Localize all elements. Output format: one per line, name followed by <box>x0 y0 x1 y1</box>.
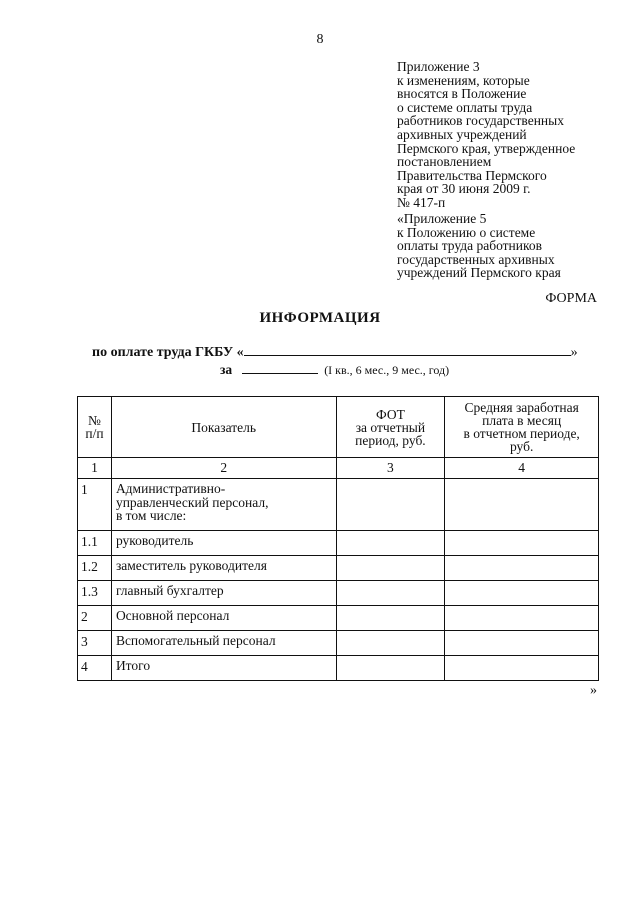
column-number: 3 <box>336 458 445 479</box>
page-number: 8 <box>316 32 324 47</box>
table-row <box>78 581 599 606</box>
table-row <box>78 631 599 656</box>
organization-suffix: » <box>570 345 578 360</box>
payroll-cell[interactable] <box>336 606 445 631</box>
average-salary-cell[interactable] <box>445 479 599 531</box>
appendix-line: № 417-п <box>397 194 446 210</box>
appendix-reference-block <box>397 212 612 280</box>
average-salary-cell[interactable] <box>445 531 599 556</box>
row-code: 3 <box>78 631 112 656</box>
row-code: 4 <box>78 656 112 681</box>
row-label: Вспомогательный персонал <box>111 631 336 656</box>
appendix-line: работников государственных <box>397 113 564 129</box>
organization-prefix: по оплате труда ГКБУ « <box>92 345 244 360</box>
average-salary-cell[interactable] <box>445 581 599 606</box>
appendix-ref-line: «Приложение 5 <box>397 211 487 226</box>
row-label: главный бухгалтер <box>111 581 336 606</box>
header-indicator: Показатель <box>111 397 336 458</box>
organization-line <box>92 343 578 361</box>
closing-quote: » <box>590 683 597 698</box>
appendix-ref-line: к Положению о системе <box>397 224 536 240</box>
row-label: заместитель руководителя <box>111 556 336 581</box>
period-field[interactable] <box>242 362 318 374</box>
appendix-line: Пермского края, утвержденное <box>397 140 576 156</box>
period-label: за <box>220 362 233 377</box>
column-number: 4 <box>445 458 599 479</box>
appendix-line: постановлением <box>397 154 492 170</box>
appendix-line: Приложение 3 <box>397 59 480 74</box>
payroll-cell[interactable] <box>336 479 445 531</box>
appendix-ref-line: оплаты труда работников <box>397 238 542 254</box>
period-hint: (I кв., 6 мес., 9 мес., год) <box>324 363 450 377</box>
row-label: Основной персонал <box>111 606 336 631</box>
appendix-block <box>397 60 612 210</box>
average-salary-cell[interactable] <box>445 631 599 656</box>
row-code: 1.3 <box>78 581 112 606</box>
table-row <box>78 479 599 531</box>
payroll-cell[interactable] <box>336 581 445 606</box>
appendix-line: края от 30 июня 2009 г. <box>397 181 531 197</box>
payroll-cell[interactable] <box>336 556 445 581</box>
appendix-line: о системе оплаты труда <box>397 99 533 115</box>
appendix-line: к изменениям, которые <box>397 72 530 88</box>
payroll-cell[interactable] <box>336 631 445 656</box>
payroll-cell[interactable] <box>336 656 445 681</box>
appendix-line: архивных учреждений <box>397 126 527 142</box>
table-row <box>78 606 599 631</box>
appendix-line: вносятся в Положение <box>397 86 527 102</box>
table-row <box>78 656 599 681</box>
row-label: руководитель <box>111 531 336 556</box>
form-label: ФОРМА <box>545 291 597 306</box>
row-code: 1 <box>78 479 112 531</box>
row-label: Административно- управленческий персонал, в том числе: <box>111 479 336 531</box>
table-row <box>78 531 599 556</box>
table-row <box>78 556 599 581</box>
average-salary-cell[interactable] <box>445 556 599 581</box>
column-number-row <box>78 458 599 479</box>
table-header-row <box>78 397 599 458</box>
average-salary-cell[interactable] <box>445 606 599 631</box>
period-line <box>220 362 449 378</box>
document-title: ИНФОРМАЦИЯ <box>259 310 381 326</box>
column-number: 1 <box>78 458 112 479</box>
row-label: Итого <box>111 656 336 681</box>
row-code: 1.1 <box>78 531 112 556</box>
header-average-salary: Средняя заработная плата в месяц в отчетном периоде, руб. <box>445 397 599 458</box>
organization-name-field[interactable] <box>244 343 571 356</box>
header-payroll-fund: ФОТ за отчетный период, руб. <box>336 397 445 458</box>
information-table <box>77 396 599 681</box>
payroll-cell[interactable] <box>336 531 445 556</box>
appendix-ref-line: государственных архивных <box>397 251 555 267</box>
appendix-ref-line: учреждений Пермского края <box>397 265 561 281</box>
row-code: 2 <box>78 606 112 631</box>
average-salary-cell[interactable] <box>445 656 599 681</box>
appendix-line: Правительства Пермского <box>397 167 547 183</box>
column-number: 2 <box>111 458 336 479</box>
header-number: № п/п <box>78 397 112 458</box>
row-code: 1.2 <box>78 556 112 581</box>
